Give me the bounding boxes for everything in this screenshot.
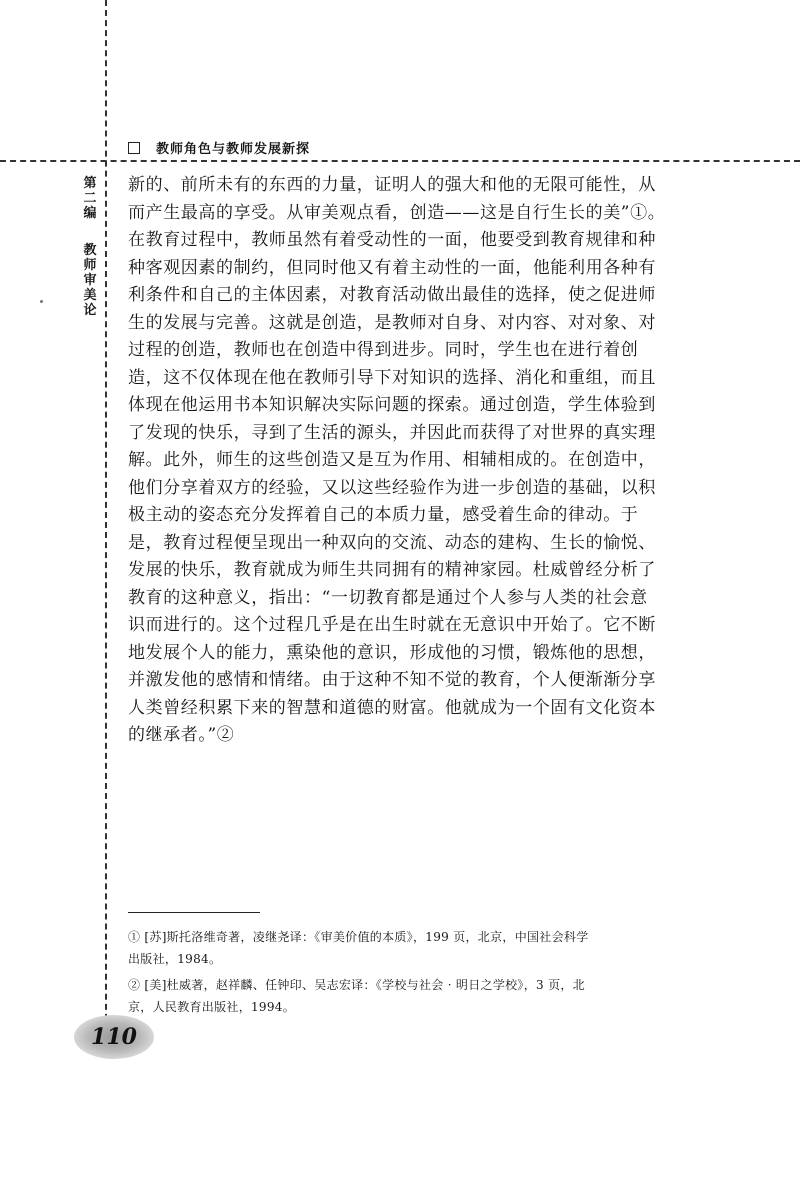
footnote-separator (128, 912, 260, 913)
text-line: 而产生最高的享受。从审美观点看，创造——这是自行生长的美”①。 (128, 202, 666, 223)
footnotes (128, 926, 673, 1022)
running-header (128, 138, 310, 157)
text-line: 生的发展与完善。这就是创造，是教师对自身、对内容、对对象、对 (128, 312, 656, 333)
text-line: 过程的创造，教师也在创造中得到进步。同时，学生也在进行着创 (128, 340, 639, 360)
text-line: 在教育过程中，教师虽然有着受动性的一面，他要受到教育规律和种 (128, 230, 656, 250)
square-bullet-icon (128, 142, 140, 154)
scan-speck (40, 300, 43, 303)
footnote-line: 出版社，1984。 (128, 952, 222, 966)
text-line: 并激发他的感情和情绪。由于这种不知不觉的教育，个人便渐渐分享 (128, 670, 656, 690)
side-section-label (80, 176, 100, 318)
text-line: 他们分享着双方的经验，又以这些经验作为进一步创造的基础，以积 (128, 477, 656, 498)
page-number: 110 (91, 1024, 137, 1050)
footnote-line: ② [美]杜威著，赵祥麟、任钟印、吴志宏译：《学校与社会 · 明日之学校》，3 页，北 (128, 978, 585, 992)
text-line: 造，这不仅体现在他在教师引导下对知识的选择、消化和重组，而且 (128, 367, 656, 388)
page-number-badge (74, 1015, 154, 1059)
text-line: 了发现的快乐，寻到了生活的源头，并因此而获得了对世界的真实理 (128, 422, 656, 443)
text-line: 解。此外，师生的这些创造又是互为作用、相辅相成的。在创造中， (128, 450, 656, 470)
text-line: 教育的这种意义，指出：“一切教育都是通过个人参与人类的社会意 (128, 587, 648, 608)
part-title: 教 师 审 美 论 (83, 243, 97, 318)
part-label: 第 二 编 (83, 176, 97, 221)
footnote-2 (128, 974, 673, 1018)
text-line: 发展的快乐，教育就成为师生共同拥有的精神家园。杜威曾经分析了 (128, 560, 656, 580)
text-line: 的继承者。”② (128, 725, 235, 745)
text-line: 地发展个人的能力，熏染他的意识，形成他的习惯，锻炼他的思想， (128, 642, 656, 663)
text-line: 种客观因素的制约，但同时他又有着主动性的一面，他能利用各种有 (128, 257, 656, 278)
body-paragraph (128, 172, 668, 750)
text-line: 是，教育过程便呈现出一种双向的交流、动态的建构、生长的愉悦、 (128, 532, 656, 553)
text-line: 体现在他运用书本知识解决实际问题的探索。通过创造，学生体验到 (128, 395, 656, 415)
text-line: 极主动的姿态充分发挥着自己的本质力量，感受着生命的律动。于 (128, 505, 639, 525)
footnote-line: ① [苏]斯托洛维奇著，凌继尧译：《审美价值的本质》，199 页，北京，中国社会科学 (128, 930, 589, 944)
text-line: 利条件和自己的主体因素，对教育活动做出最佳的选择，使之促进师 (128, 285, 656, 305)
book-title: 教师角色与教师发展新探 (156, 142, 311, 157)
text-line: 识而进行的。这个过程几乎是在出生时就在无意识中开始了。它不断 (128, 615, 656, 635)
footnote-1 (128, 926, 673, 970)
binding-dashed-line-vertical (105, 0, 107, 1050)
header-dashed-line (0, 160, 800, 162)
text-line: 人类曾经积累下来的智慧和道德的财富。他就成为一个固有文化资本 (128, 697, 656, 718)
footnote-line: 京，人民教育出版社，1994。 (128, 1000, 296, 1014)
text-line: 新的、前所未有的东西的力量，证明人的强大和他的无限可能性，从 (128, 175, 656, 195)
